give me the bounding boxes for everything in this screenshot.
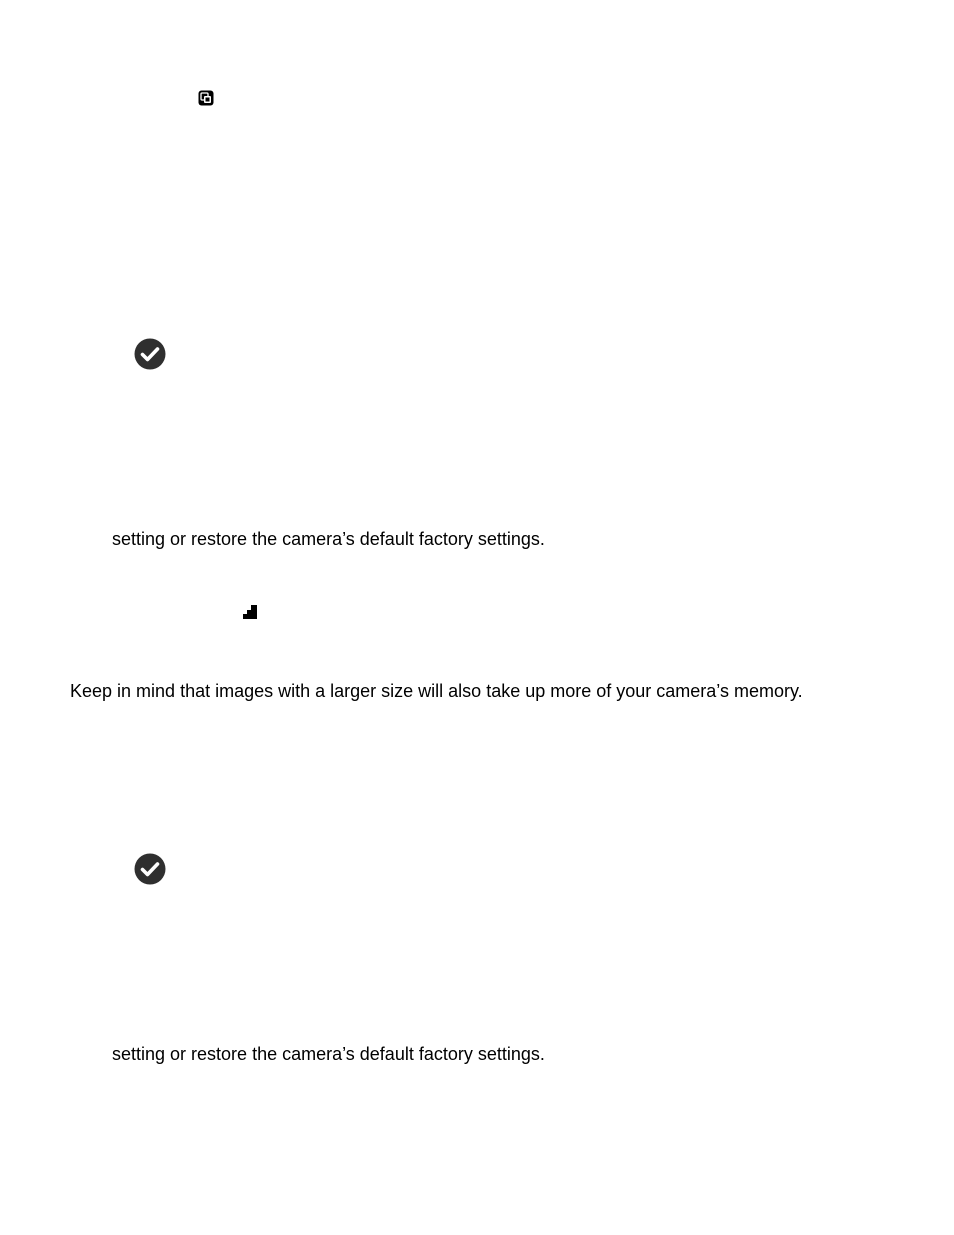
capture-mode-icon: [198, 90, 214, 106]
reset-hint-text: setting or restore the camera’s default factory settings.: [112, 1044, 545, 1064]
image-size-icon: [243, 605, 257, 619]
check-circle-icon: [134, 853, 166, 885]
memory-note-text: Keep in mind that images with a larger size will also take up more of your camera’s memory.: [70, 681, 803, 701]
check-circle-icon: [134, 338, 166, 370]
reset-hint-text: setting or restore the camera’s default factory settings.: [112, 529, 545, 549]
